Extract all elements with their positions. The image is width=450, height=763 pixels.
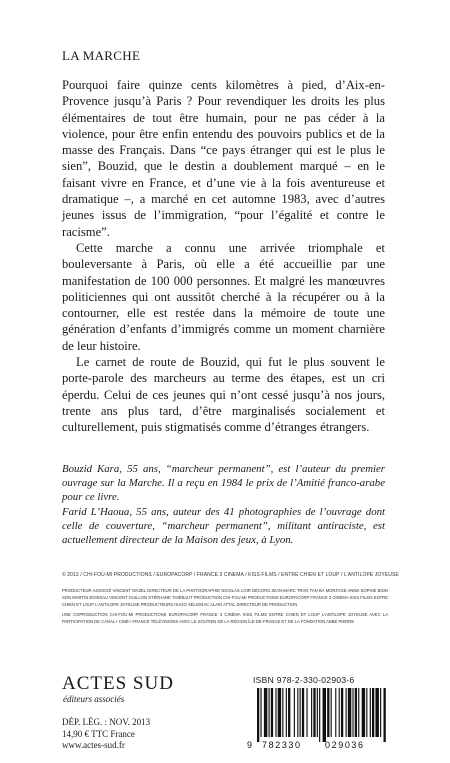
barcode-digits-group1: 782330 <box>262 740 302 750</box>
barcode-bar <box>275 688 276 737</box>
barcode-bar <box>335 688 336 737</box>
author-bios <box>62 462 385 547</box>
barcode-bar <box>317 688 318 737</box>
page-title: LA MARCHE <box>62 48 141 63</box>
barcode-bar <box>260 688 261 737</box>
barcode-bar <box>311 688 312 737</box>
barcode-bar <box>355 688 357 737</box>
barcode-bar <box>319 688 320 742</box>
barcode-bar <box>358 688 359 737</box>
barcode-bar <box>331 688 332 737</box>
barcode-bar <box>297 688 298 737</box>
author-bio-kara: Bouzid Kara, 55 ans, “marcheur permanent”, est l’auteur du premier ouvrage sur la Marche. Il a reçu en 1984 le prix de l’Amitié franco-arabe pour ce livre. <box>62 463 385 504</box>
website-link[interactable]: www.actes-sud.fr <box>62 740 125 751</box>
price: 14,90 € TTC France <box>62 728 135 739</box>
barcode-bar <box>271 688 273 737</box>
barcode-bar <box>257 688 259 742</box>
barcode-bar <box>294 688 295 737</box>
barcode-bar <box>323 688 326 742</box>
barcode-bar <box>352 688 353 737</box>
barcode-bar <box>375 688 378 737</box>
publisher-logo: ACTES SUD <box>62 673 174 694</box>
barcode-bar <box>384 688 386 742</box>
barcode-bar <box>341 688 343 737</box>
barcode-bar <box>302 688 304 737</box>
barcode-bar <box>264 688 267 737</box>
barcode-digits-group2: 029036 <box>325 740 365 750</box>
barcode-bar <box>366 688 367 737</box>
legal-info <box>62 717 150 752</box>
barcode-bar <box>269 688 270 737</box>
credits-line: © 2013 / CHI-FOU-MI PRODUCTIONS / EUROPACORP / FRANCE 3 CINEMA / KISS FILMS / ENTRE CHIEN ET LOUP / L’ANTILOPE JOYEUSE <box>62 572 399 578</box>
barcode-bar <box>380 688 381 737</box>
barcode <box>245 688 391 750</box>
barcode-bar <box>339 688 340 737</box>
barcode-bar <box>370 688 371 737</box>
film-credits <box>62 588 388 630</box>
author-bio-lhaoua: Farid L’Haoua, 55 ans, auteur des 41 photographies de l’ouvrage dont celle de couverture, “marcheur permanent”, militant antiraciste, est actuellement directeur de la Maison des jeux, à Lyon. <box>62 505 385 547</box>
summary-paragraph-2: Cette marche a connu une arrivée triomphale et bouleversante à Paris, où elle a été accueillie par une manifestation de 100 000 personnes. Et malgré les manœuvres politiciennes qui ont aussitôt cherché à la récupérer ou à la contourner, elle est restée dans la mémoire de toute une génération d’enfants d’immigrés comme un moment charnière de leur histoire. <box>62 240 385 353</box>
barcode-bar <box>348 688 351 737</box>
barcode-bar <box>327 688 329 737</box>
barcode-digit-lead: 9 <box>247 740 253 750</box>
barcode-bar <box>306 688 307 737</box>
isbn-label: ISBN 978-2-330-02903-6 <box>253 675 355 685</box>
barcode-bar <box>372 688 374 737</box>
barcode-bar <box>346 688 347 737</box>
barcode-bar <box>282 688 283 737</box>
barcode-bar <box>286 688 287 737</box>
barcode-graphic <box>245 688 391 750</box>
barcode-bar <box>278 688 281 737</box>
film-credits-paragraph-2: UNE COPRODUCTION CHI-FOU-MI PRODUCTIONS EUROPACORP FRANCE 3 CINÉMA KISS FILMS ENTRE CHIEN ET LOUP L’ANTILOPE JOYEUSE AVEC LA PARTICIPATION DE CANAL+ CINÉ+ FRANCE TÉLÉVISIONS AVEC LE SOUTIEN DE LA RÉGION ÎLE-DE-FRANCE ET DE LA FONDATION ABBÉ PIERRE <box>62 612 388 625</box>
summary-paragraph-1: Pourquoi faire quinze cents kilomètres à pied, d’Aix-en-Provence jusqu’à Paris ? Pour revendiquer les droits les plus élémentaires de tout être humain, pour ne pas céder à la violence, pour être enfin entendu des pouvoirs publics et de la masse des Français. Dans “ce pays étranger qui est le plus le sien”, Bouzid, que le destin a doublement marqué – en le faisant vivre en France, et d’une vie à la fois aventureuse et dramatique –, a marché en cet automne 1983, avec d’autres jeunes issus de l’immigration, “pour l’égalité et contre le racisme”. <box>62 78 385 239</box>
barcode-bar <box>313 688 315 737</box>
summary-paragraph-3: Le carnet de route de Bouzid, qui fut le plus souvent le porte-parole des marcheurs au terme des étapes, est un cri éperdu. Celui de ces jeunes qui n’ont cessé jusqu’à nos jours, trente ans plus tard, d’être marginalisés socialement et culturellement, puis stigmatisés comme d’étranges étrangers. <box>62 355 385 435</box>
summary-text <box>62 77 385 436</box>
barcode-bar <box>288 688 290 737</box>
legal-deposit: DÉP. LÉG. : NOV. 2013 <box>62 717 151 727</box>
publisher-subtitle: éditeurs associés <box>63 694 125 704</box>
film-credits-paragraph-1: PRODUCTEUR ASSOCIÉ VINCENT MAZEL DIRECTEUR DE LA PHOTOGRAPHIE NICOLAS LOIR DÉCORS JEAN-MARC TRAN TAN BA MONTAGE ANNE-SOPHIE BION SON MARTIN BOISSAU VINCENT GUILLON STÉPHANE THIÉBAUT PRODUCTION CHI-FOU-MI PRODUCTIONS EUROPACORP FRANCE 3 CINÉMA KISS FILMS ENTRE CHIEN ET LOUP L’ANTILOPE JOYEUSE PRODUCTEURS HUGO SÉLIGNAC ALAIN ATTAL DIRECTEUR DE PRODUCTION <box>62 588 388 607</box>
barcode-bar <box>300 688 301 737</box>
barcode-bar <box>362 688 365 737</box>
